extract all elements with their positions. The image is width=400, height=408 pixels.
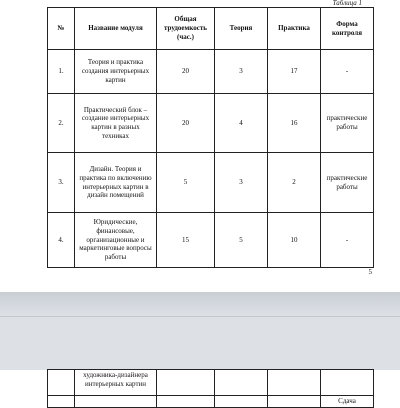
cell-num	[48, 370, 75, 396]
table-row	[48, 50, 374, 94]
cell-module-name: художника-дизайнера интерьерных картин	[75, 370, 157, 396]
cell-total: 15	[157, 213, 215, 268]
header-total-hours: Общая трудоемкость (час.)	[157, 8, 215, 50]
cell-practice	[268, 370, 321, 396]
cell-control: -	[321, 213, 374, 268]
table-row	[48, 94, 374, 153]
cell-theory: 3	[215, 50, 268, 94]
cell-module-name: Дизайн. Теория и практика по включению интерьерных картин в дизайн помещений	[75, 153, 157, 213]
cell-num: 2.	[48, 94, 75, 153]
cell-practice: 16	[268, 94, 321, 153]
cell-total: 20	[157, 50, 215, 94]
cell-control	[321, 370, 374, 396]
table-header-row	[48, 8, 374, 50]
cell-total: 20	[157, 94, 215, 153]
cell-practice: 2	[268, 153, 321, 213]
cell-theory	[215, 370, 268, 396]
cell-practice	[268, 396, 321, 408]
cell-control: Сдача	[321, 396, 374, 408]
cell-control: практические работы	[321, 153, 374, 213]
table-row	[48, 153, 374, 213]
cell-module-name: Практический блок – создание интерьерных картин в разных техниках	[75, 94, 157, 153]
cell-num: 4.	[48, 213, 75, 268]
table-row	[48, 396, 374, 408]
cell-total	[157, 396, 215, 408]
cell-num: 1.	[48, 50, 75, 94]
cell-theory: 4	[215, 94, 268, 153]
cell-control: -	[321, 50, 374, 94]
header-control-form: Форма контроля	[321, 8, 374, 50]
header-module-name: Название модуля	[75, 8, 157, 50]
modules-table-continued	[47, 369, 374, 408]
header-num: №	[48, 8, 75, 50]
cell-control: практические работы	[321, 94, 374, 153]
cell-module-name	[75, 396, 157, 408]
cell-module-name: Юридические, финансовые, организационные и маркетинговые вопросы работы	[75, 213, 157, 268]
cell-theory: 3	[215, 153, 268, 213]
header-practice: Практика	[268, 8, 321, 50]
page-gap-shadow	[0, 292, 400, 316]
cell-num: 3.	[48, 153, 75, 213]
page-divider	[0, 316, 400, 317]
page-number: 5	[368, 268, 372, 276]
cell-practice: 10	[268, 213, 321, 268]
table-caption: Таблица 1	[332, 0, 362, 7]
cell-practice: 17	[268, 50, 321, 94]
header-theory: Теория	[215, 8, 268, 50]
modules-table	[47, 7, 374, 268]
next-page	[0, 370, 400, 405]
cell-module-name: Теория и практика создания интерьерных картин	[75, 50, 157, 94]
cell-num	[48, 396, 75, 408]
cell-total: 5	[157, 153, 215, 213]
cell-total	[157, 370, 215, 396]
cell-theory	[215, 396, 268, 408]
table-row	[48, 213, 374, 268]
cell-theory: 5	[215, 213, 268, 268]
table-row	[48, 370, 374, 396]
